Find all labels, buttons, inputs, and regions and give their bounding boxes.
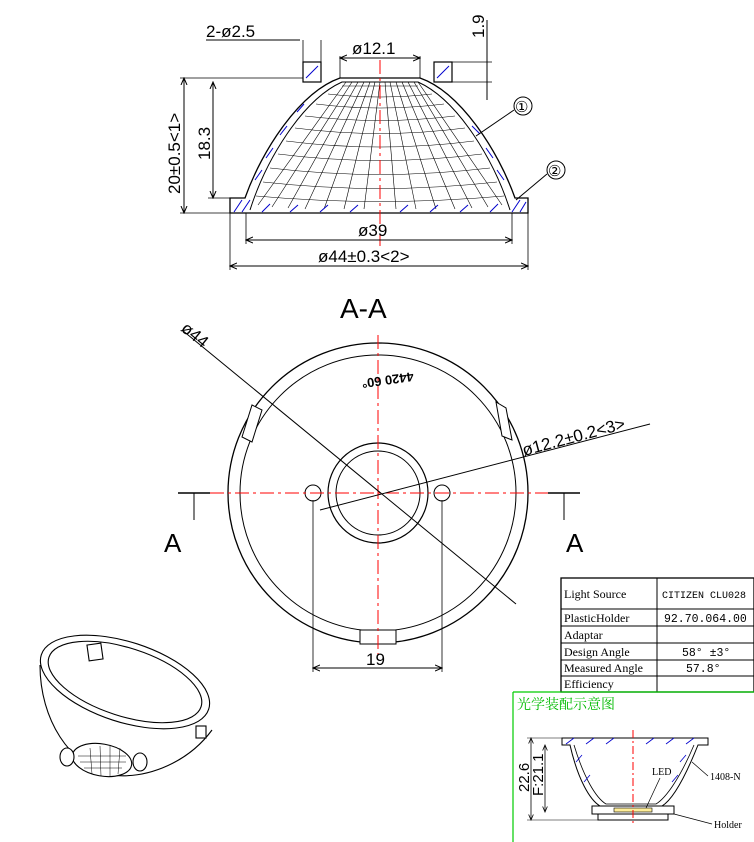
assembly-label-part: 1408-N	[710, 772, 741, 783]
spec-label-efficiency: Efficiency	[564, 677, 614, 691]
callout-1: ①	[515, 99, 529, 116]
reflector-outer-profile	[230, 78, 528, 213]
assembly-title: 光学装配示意图	[517, 697, 615, 713]
dim-plan-center: ø12.2±0.2<3>	[520, 414, 628, 460]
spec-label-design-angle: Design Angle	[564, 645, 630, 659]
dim-holes: 2-ø2.5	[206, 22, 256, 41]
spec-label-holder: PlasticHolder	[564, 611, 630, 625]
spec-table	[561, 578, 754, 692]
assembly-diagram	[513, 692, 754, 842]
spec-value-measured-angle: 57.8°	[686, 663, 721, 676]
spec-label-light-source: Light Source	[564, 587, 627, 601]
dim-inner-diameter: ø39	[358, 221, 388, 240]
assembly-label-holder: Holder	[714, 820, 742, 831]
callout-2: ②	[548, 163, 562, 180]
isometric-sketch	[29, 617, 221, 781]
dim-hole-spacing: 19	[366, 650, 385, 669]
spec-label-measured-angle: Measured Angle	[564, 661, 643, 675]
spec-value-design-angle: 58° ±3°	[682, 647, 731, 660]
dim-outer-diameter: ø44±0.3<2>	[318, 247, 410, 266]
dim-total-height: 20±0.5<1>	[165, 112, 184, 194]
spec-value-light-source: CITIZEN CLU028	[662, 591, 747, 602]
section-view	[165, 14, 565, 270]
dim-lip-height: 1.9	[469, 14, 488, 38]
section-marker-right: A	[566, 528, 584, 558]
assembly-dim-height: 22.6	[516, 762, 533, 792]
section-label: A-A	[340, 293, 387, 324]
dim-top-diameter: ø12.1	[352, 39, 396, 58]
dim-cone-height: 18.3	[195, 126, 214, 160]
section-marker-left: A	[164, 528, 182, 558]
spec-label-adaptar: Adaptar	[564, 628, 603, 642]
assembly-dim-focus: F:21.1	[530, 753, 547, 796]
spec-value-holder: 92.70.064.00	[664, 613, 747, 626]
dim-plan-outer: ø44	[177, 318, 213, 352]
engraving-text: 4420 60°	[360, 369, 415, 392]
assembly-label-led: LED	[652, 767, 672, 778]
